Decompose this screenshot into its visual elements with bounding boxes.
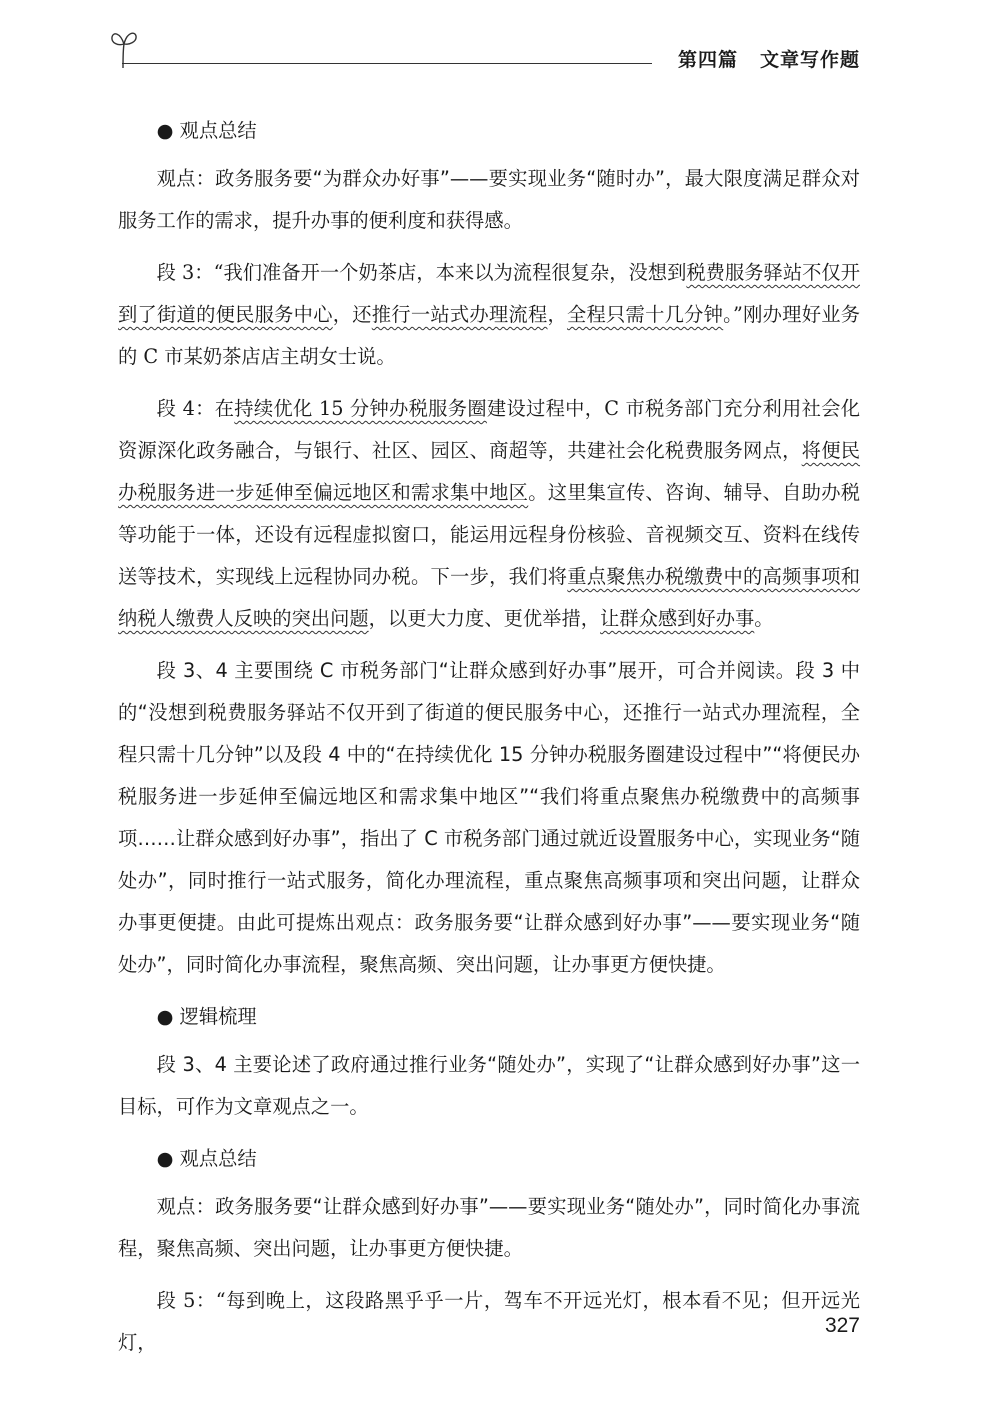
page-header <box>100 28 860 78</box>
header-title <box>678 45 860 72</box>
para3-underline-2: 推行一站式办理流程 <box>371 303 548 326</box>
header-rule <box>122 63 652 64</box>
summary-1-text: 观点：政务服务要“为群众办好事”——要实现业务“随时办”，最大限度满足群众对服务工作的需求，提升办事的便利度和获得感。 <box>118 167 860 232</box>
para4-underline-2: 将便民办税服务进一步延伸至偏远地区和需求集中地区 <box>118 439 861 504</box>
para4-underline-3: 重点聚焦办税缴费中的高频事项和纳税人缴费人反映的突出问题 <box>118 565 861 630</box>
para3-underline-3: 全程只需十几分钟 <box>567 303 724 326</box>
para3-text-a: 段 3：“我们准备开一个奶茶店，本来以为流程很复杂，没想到 <box>156 261 687 284</box>
paragraph-5: 段 5：“每到晚上，这段路黑乎乎一片，驾车不开远光灯，根本看不见；但开远光灯， <box>118 1289 860 1354</box>
page-number: 327 <box>824 1314 860 1337</box>
paragraph-3 <box>118 252 860 378</box>
para4-text-e: 。这里集宣传、咨询、辅导、自助办税等功能于一体，还设有远程虚拟窗口，能运用远程身份核验、音视频交互、资料在线传送等技术，实现线上远程协同办税。下一步，我们将 <box>118 481 861 588</box>
page-body <box>118 110 860 1374</box>
para3-underline-1: 税费服务驿站不仅开到了街道的便民服务中心 <box>118 261 860 326</box>
paragraph-4 <box>118 388 860 640</box>
para3-text-g: 。”刚办理好业务的 C 市某奶茶店店主胡女士说。 <box>118 303 861 368</box>
para4-text-i: 。 <box>754 607 774 630</box>
para4-underline-4: 让群众感到好办事 <box>600 607 755 630</box>
para3-text-c: ，还 <box>332 303 372 326</box>
header-part: 第四篇 <box>677 49 738 71</box>
para3-text-e: ， <box>547 303 567 326</box>
section-heading-summary-2: ● 观点总结 <box>156 1147 257 1170</box>
header-chapter: 文章写作题 <box>759 49 860 71</box>
para4-text-a: 段 4：在 <box>156 397 235 420</box>
summary-2-text: 观点：政务服务要“让群众感到好办事”——要实现业务“随处办”，同时简化办事流程，聚焦高频、突出问题，让办事更方便快捷。 <box>118 1195 860 1260</box>
section-heading-summary-1: ● 观点总结 <box>156 119 257 142</box>
para4-text-g: ，以更大力度、更优举措， <box>368 607 601 630</box>
analysis-paragraph: 段 3、4 主要围绕 C 市税务部门“让群众感到好办事”展开，可合并阅读。段 3 中的“没想到税费服务驿站不仅开到了街道的便民服务中心，还推行一站式办理流程，全程只需十几分钟”以及段 4 中的“在持续优化 15 分钟办税服务圈建设过程中”“将便民办税服务进一步延伸至偏远地区和需求集中地区”“我们将重点聚焦办税缴费中的高频事项……让群众感到好办事”，指出了 C 市税务部门通过就近设置服务中心，实现业务“随处办”，同时推行一站式服务，简化办理流程，重点聚焦高频事项和突出问题，让群众办事更便捷。由此可提炼出观点：政务服务要“让群众感到好办事”——要实现业务“随处办”，同时简化办事流程，聚焦高频、突出问题，让办事更方便快捷。 <box>118 659 860 976</box>
para4-text-c: 建设过程中，C 市税务部门充分利用社会化资源深化政务融合，与银行、社区、园区、商超等，共建社会化税费服务网点， <box>118 397 860 462</box>
logic-text: 段 3、4 主要论述了政府通过推行业务“随处办”，实现了“让群众感到好办事”这一目标，可作为文章观点之一。 <box>118 1053 860 1118</box>
section-heading-logic: ● 逻辑梳理 <box>156 1005 257 1028</box>
para4-underline-1: 持续优化 15 分钟办税服务圈 <box>234 397 487 420</box>
